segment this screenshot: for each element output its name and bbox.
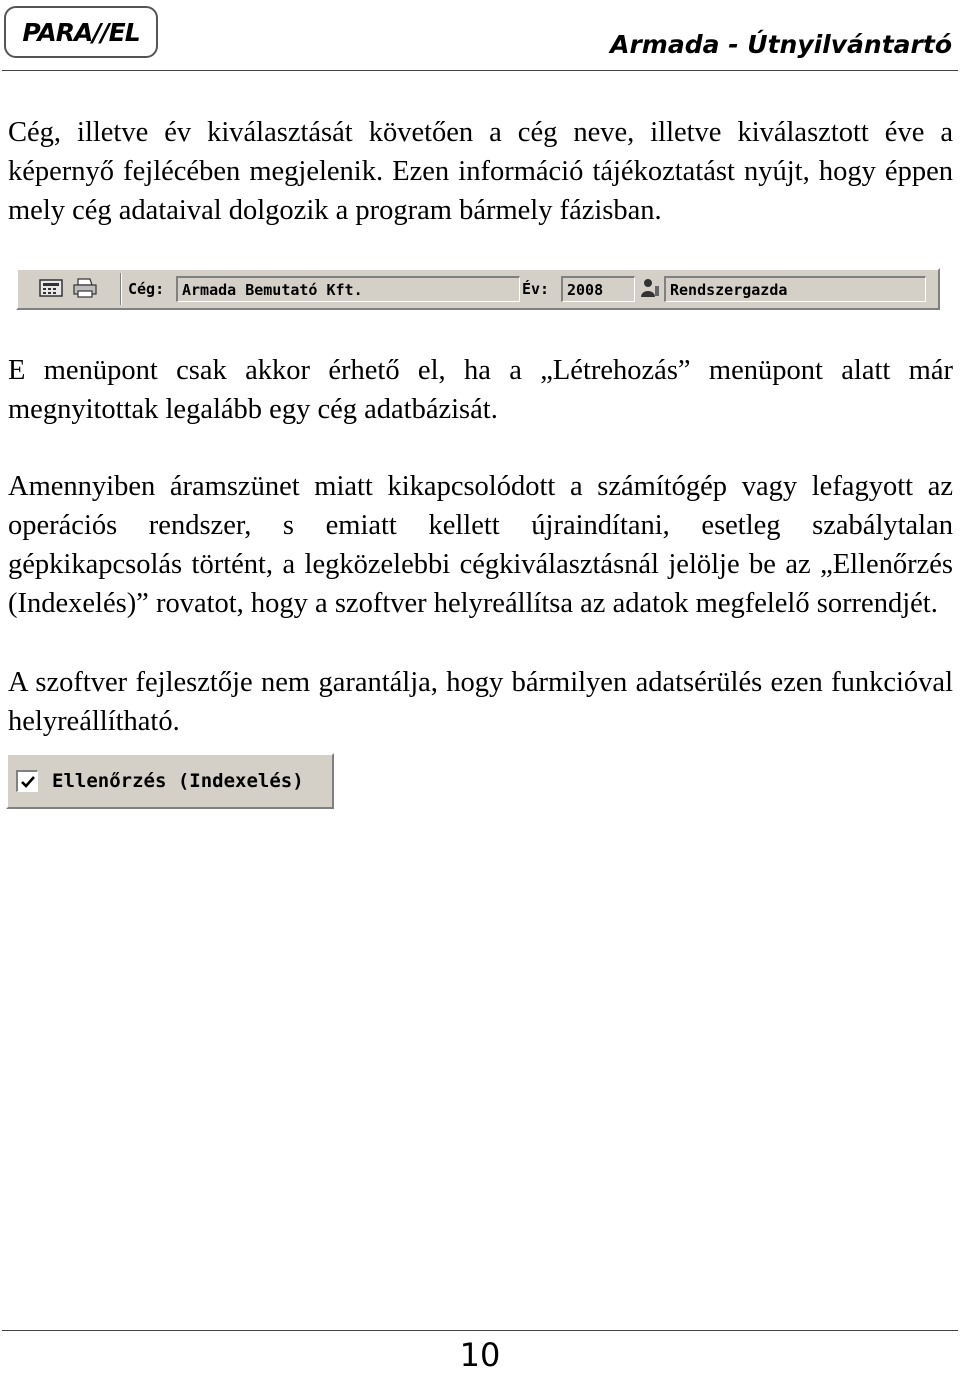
year-field[interactable]: 2008 bbox=[561, 276, 635, 302]
user-icon bbox=[637, 276, 663, 300]
user-field[interactable]: Rendszergazda bbox=[664, 276, 926, 302]
indexing-checkbox-panel bbox=[6, 753, 334, 809]
paragraph-power-failure: Amennyiben áramszünet miatt kikapcsolódott a számítógép vagy lefagyott az operációs rendszer, s emiatt kellett újraindítani, esetleg szabálytalan gépkikapcsolás történt, a legközelebbi cégkiválasztásnál jelölje be az „Ellenőrzés (Indexelés)” rovatot, hogy a szoftver helyreállítsa az adatok megfelelő sorrendjét. bbox=[8, 471, 953, 619]
paragraph-availability: E menüpont csak akkor érhető el, ha a „Létrehozás” menüpont alatt már megnyitottak legalább egy cég adatbázisát. bbox=[8, 355, 953, 425]
footer-rule bbox=[2, 1330, 958, 1331]
parallel-logo: PARA//EL bbox=[4, 6, 158, 58]
paragraph-disclaimer: A szoftver fejlesztője nem garantálja, hogy bármilyen adatsérülés ezen funkcióval helyreállítható. bbox=[8, 667, 953, 737]
paragraph-intro: Cég, illetve év kiválasztását követően a cég neve, illetve kiválasztott éve a képernyő fejlécében megjelenik. Ezen információ tájékoztatást nyújt, hogy éppen mely cég adataival dolgozik a program bármely fázisban. bbox=[8, 117, 953, 226]
year-label: Év: bbox=[522, 280, 550, 298]
header-rule bbox=[2, 70, 958, 71]
calculator-icon[interactable] bbox=[36, 276, 66, 300]
company-field[interactable]: Armada Bemutató Kft. bbox=[176, 276, 520, 302]
indexing-checkbox-label: Ellenőrzés (Indexelés) bbox=[52, 770, 304, 792]
toolbar-separator bbox=[120, 273, 122, 305]
checkmark-icon bbox=[20, 774, 36, 790]
company-toolbar bbox=[16, 268, 940, 310]
printer-icon[interactable] bbox=[70, 276, 100, 300]
document-title: Armada - Útnyilvántartó bbox=[610, 30, 952, 59]
indexing-checkbox[interactable] bbox=[16, 770, 38, 792]
page-number: 10 bbox=[459, 1336, 501, 1374]
company-label: Cég: bbox=[128, 280, 165, 298]
